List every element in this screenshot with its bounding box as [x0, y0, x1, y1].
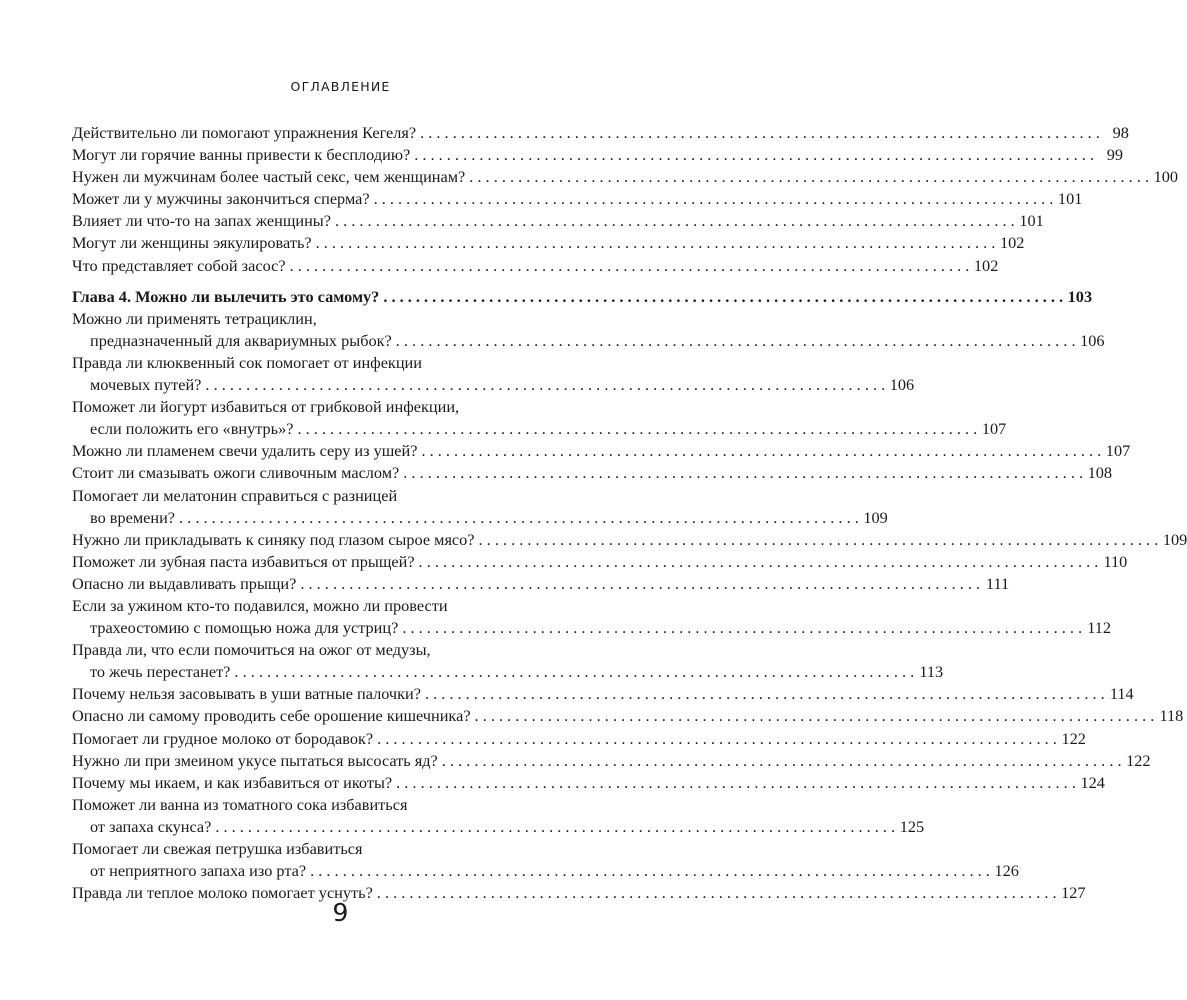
toc-page-number: 106 [889, 375, 915, 395]
toc-entry-title: от запаха скунса? [90, 816, 212, 836]
dot-leader [383, 286, 1063, 308]
toc-entry-line [72, 308, 568, 330]
toc-entry-line [72, 462, 1113, 484]
toc-entry-line [72, 816, 925, 838]
toc-page-number: 98 [1112, 123, 1129, 142]
dot-leader [374, 188, 1054, 210]
toc-entry-line [72, 551, 1128, 573]
toc-entry[interactable] [72, 595, 1112, 639]
toc-entry-line [72, 794, 568, 816]
toc-page-number: 122 [1126, 750, 1151, 770]
toc-page-number: 108 [1087, 463, 1113, 483]
toc-entry-title: предназначенный для аквариумных рыбок? [90, 330, 392, 350]
dot-leader [469, 166, 1149, 188]
toc-entry[interactable] [72, 639, 944, 683]
toc-page-number: 126 [994, 861, 1019, 881]
dot-leader [234, 661, 914, 683]
toc-entry-title: то жечь перестанет? [90, 662, 231, 682]
toc-entry[interactable] [72, 210, 1044, 232]
toc-entry[interactable] [72, 462, 1113, 484]
toc-entry-title: Можно ли пламенем свечи удалить серу из ушей? [72, 441, 418, 461]
dot-leader [316, 232, 996, 254]
toc-entry[interactable] [72, 255, 999, 277]
toc-entry-title: Правда ли клюквенный сок помогает от инфекции [72, 352, 422, 372]
toc-page-number: 111 [985, 573, 1010, 593]
page-number: 9 [332, 898, 349, 927]
toc-page-number: 118 [1159, 706, 1184, 726]
toc-page-number: 107 [981, 419, 1007, 439]
toc-entry-line [72, 705, 1184, 727]
section-gap [72, 277, 568, 286]
dot-leader [402, 617, 1082, 639]
toc-entry-line [72, 683, 1134, 705]
toc-entry-line [72, 507, 888, 529]
toc-page-number: 103 [1067, 286, 1093, 306]
toc-entry-line [72, 144, 1123, 166]
toc-entry-title: Могут ли женщины эякулировать? [72, 233, 312, 253]
toc-entry-line [72, 661, 944, 683]
toc-page-number: 100 [1153, 167, 1179, 187]
toc-entry-line [72, 188, 1083, 210]
toc-entry[interactable] [72, 232, 1025, 254]
toc-entry-line [72, 232, 1025, 254]
toc-entry[interactable] [72, 485, 888, 529]
toc-entry-title: от неприятного запаха изо рта? [90, 861, 307, 881]
toc-page-number: 122 [1061, 728, 1086, 748]
toc-entry-title: Помогает ли свежая петрушка избавиться [72, 839, 363, 858]
dot-leader [215, 816, 895, 838]
toc-entry-title: Может ли у мужчины закончиться сперма? [72, 189, 370, 209]
toc-entry-title: Помогает ли мелатонин справиться с разницей [72, 485, 398, 505]
dot-leader [479, 529, 1159, 551]
dot-leader [205, 374, 885, 396]
toc-page-number: 107 [1105, 441, 1131, 461]
toc-page-number: 99 [1106, 145, 1123, 165]
toc-entry-line [72, 440, 1131, 462]
toc-entry-line [72, 418, 1007, 440]
toc-entry-line [72, 286, 1093, 308]
toc-page-number: 102 [999, 233, 1025, 253]
toc-entry-title: Действительно ли помогают упражнения Кегеля? [72, 123, 417, 142]
toc-entry-line [72, 750, 1151, 772]
toc-entry-title: Поможет ли йогурт избавиться от грибковой инфекции, [72, 397, 460, 417]
toc-entry-title: Поможет ли зубная паста избавиться от прыщей? [72, 551, 415, 571]
toc-entry[interactable] [72, 188, 1083, 210]
toc-entry[interactable] [72, 683, 1134, 705]
dot-leader [179, 507, 859, 529]
dot-leader [310, 860, 990, 882]
toc-page-number: 101 [1019, 211, 1044, 231]
toc-entry-title: Что представляет собой засос? [72, 255, 286, 275]
toc-page-number: 125 [899, 816, 925, 836]
toc-entry-title: Почему нельзя засовывать в уши ватные палочки? [72, 684, 421, 704]
toc-page-number: 127 [1061, 883, 1086, 903]
table-of-contents [72, 122, 1187, 904]
toc-entry-title: Стоит ли смазывать ожоги сливочным маслом? [72, 463, 400, 483]
toc-entry[interactable] [72, 144, 1123, 166]
toc-entry-title: Если за ужином кто-то подавился, можно ли провести [72, 595, 448, 615]
toc-entry-line [72, 255, 999, 277]
dot-leader [377, 728, 1057, 750]
toc-entry-title: Правда ли теплое молоко помогает уснуть? [72, 883, 373, 903]
toc-entry-title: Почему мы икаем, и как избавиться от икоты? [72, 772, 393, 792]
toc-chapter-heading[interactable] [72, 286, 1093, 308]
toc-page-number: 112 [1087, 618, 1112, 638]
toc-entry-title: если положить его «внутрь»? [90, 419, 294, 439]
toc-entry-title: Поможет ли ванна из томатного сока избавиться [72, 794, 408, 814]
toc-entry-line [72, 617, 1112, 639]
toc-entry-title: во времени? [90, 507, 176, 527]
dot-leader [297, 418, 977, 440]
toc-entry-title: Нужно ли при змеином укусе пытаться высосать яд? [72, 750, 438, 770]
toc-entry[interactable] [72, 166, 1179, 188]
toc-entry-line [72, 728, 1086, 750]
toc-entry[interactable] [72, 529, 1187, 551]
toc-entry[interactable] [72, 772, 1105, 794]
toc-page-number: 110 [1103, 551, 1128, 571]
toc-entry-title: Нужен ли мужчинам более частый секс, чем женщинам? [72, 167, 466, 187]
dot-leader [414, 144, 1094, 166]
dot-leader [396, 330, 1076, 352]
toc-entry-title: Влияет ли что-то на запах женщины? [72, 211, 331, 231]
dot-leader [475, 705, 1155, 727]
toc-entry[interactable] [72, 122, 1129, 144]
toc-page-number: 113 [919, 662, 944, 682]
dot-leader [290, 255, 970, 277]
toc-entry[interactable] [72, 308, 1105, 352]
toc-entry-title: мочевых путей? [90, 375, 202, 395]
toc-entry[interactable] [72, 705, 1184, 727]
toc-entry[interactable] [72, 728, 1086, 750]
toc-entry-line [72, 639, 568, 661]
dot-leader [300, 573, 980, 595]
dot-leader [396, 772, 1076, 794]
toc-entry-line [72, 529, 1187, 551]
toc-entry-title: трахеостомию с помощью ножа для устриц? [90, 618, 399, 638]
toc-entry-line [72, 396, 568, 418]
toc-page-number: 109 [1162, 529, 1187, 549]
toc-entry-line [72, 838, 568, 860]
toc-entry[interactable] [72, 794, 925, 838]
toc-entry-line [72, 573, 1010, 595]
toc-entry-line [72, 122, 1129, 144]
toc-entry-line [72, 772, 1105, 794]
toc-entry-title: Опасно ли самому проводить себе орошение кишечника? [72, 706, 471, 726]
toc-entry[interactable] [72, 551, 1128, 573]
toc-entry-title: Помогает ли грудное молоко от бородавок? [72, 728, 374, 748]
toc-entry[interactable] [72, 440, 1131, 462]
running-header: ОГЛАВЛЕНИЕ [290, 79, 391, 94]
toc-entry-line [72, 352, 568, 374]
toc-page-number: 114 [1109, 684, 1134, 704]
toc-entry-line [72, 166, 1179, 188]
toc-page-number: 124 [1080, 772, 1105, 792]
toc-entry[interactable] [72, 838, 1019, 882]
dot-leader [403, 462, 1083, 484]
dot-leader [425, 683, 1105, 705]
toc-entry-title: Опасно ли выдавливать прыщи? [72, 573, 297, 593]
toc-entry[interactable] [72, 396, 1007, 440]
toc-entry-title: Правда ли, что если помочиться на ожог от медузы, [72, 640, 431, 660]
dot-leader [442, 750, 1122, 772]
dot-leader [419, 551, 1099, 573]
toc-entry-title: Могут ли горячие ванны привести к бесплодию? [72, 145, 411, 165]
toc-entry-line [72, 595, 568, 617]
toc-entry[interactable] [72, 573, 1010, 595]
toc-page-number: 109 [863, 507, 888, 527]
toc-entry-title: Нужно ли прикладывать к синяку под глазом сырое мясо? [72, 529, 475, 549]
toc-page-number: 102 [973, 255, 999, 275]
dot-leader [335, 210, 1015, 232]
toc-entry-title: Можно ли применять тетрациклин, [72, 308, 317, 328]
toc-entry-title: Глава 4. Можно ли вылечить это самому? [72, 286, 380, 306]
dot-leader [421, 440, 1101, 462]
toc-entry[interactable] [72, 750, 1151, 772]
toc-entry-line [72, 210, 1044, 232]
toc-entry-line [72, 485, 568, 507]
dot-leader [420, 122, 1100, 144]
toc-entry-line [72, 374, 915, 396]
toc-entry-line [72, 330, 1105, 352]
toc-entry[interactable] [72, 352, 915, 396]
toc-page-number: 101 [1057, 189, 1083, 209]
toc-page-number: 106 [1080, 330, 1105, 350]
toc-entry-line [72, 860, 1019, 882]
